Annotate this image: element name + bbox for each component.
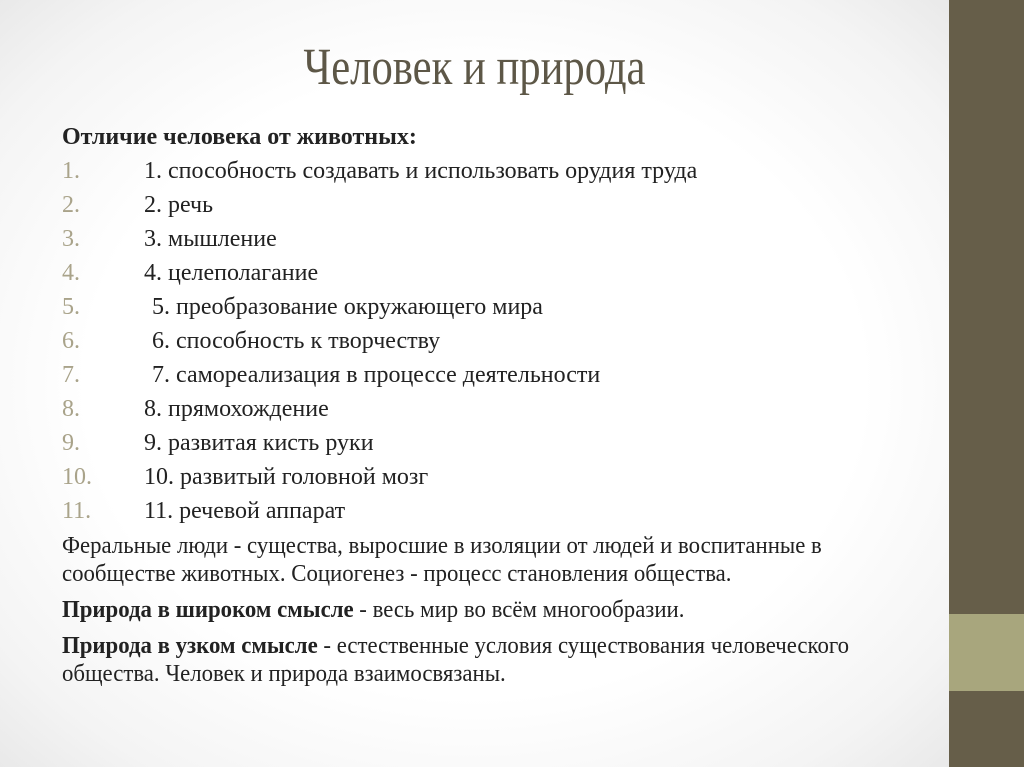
list-number: 8.: [62, 396, 80, 422]
paragraph-text: - весь мир во всём многообразии.: [353, 597, 685, 623]
list-number: 5.: [62, 294, 80, 320]
list-item: [62, 494, 922, 528]
list-item: [62, 222, 922, 256]
list-text: 10. развитый головной мозг: [144, 464, 429, 490]
decorative-sidebar: [949, 0, 1024, 767]
list-number: 2.: [62, 192, 80, 218]
decorative-sidebar-band: [949, 614, 1024, 691]
list-text: 9. развитая кисть руки: [144, 430, 374, 456]
nature-narrow-paragraph: [62, 632, 917, 688]
list-item: [62, 392, 922, 426]
list-item: [62, 256, 922, 290]
paragraph-text: Феральные люди - существа, выросшие в изоляции от людей и воспитанные в сообществе животных. Социогенез - процесс становления общества.: [62, 533, 822, 587]
paragraph-bold: Природа в широком смысле: [62, 597, 354, 623]
list-number: 11.: [62, 498, 92, 524]
list-text: 11. речевой аппарат: [144, 498, 346, 524]
nature-broad-paragraph: [62, 596, 917, 624]
list-item: [62, 290, 922, 324]
list-item: [62, 426, 922, 460]
list-text: 8. прямохождение: [144, 396, 329, 422]
feral-people-paragraph: [62, 532, 917, 588]
list-text: 3. мышление: [144, 226, 277, 252]
list-text: 5. преобразование окружающего мира: [152, 294, 543, 320]
list-number: 10.: [62, 464, 92, 490]
list-text: 1. способность создавать и использовать орудия труда: [144, 158, 698, 184]
list-number: 7.: [62, 362, 80, 388]
paragraph-text: - естественные условия существования человеческого общества. Человек и природа взаимосвязаны.: [62, 633, 850, 687]
list-number: 3.: [62, 226, 80, 252]
list-text: 6. способность к творчеству: [152, 328, 441, 354]
list-item: [62, 154, 922, 188]
slide-content: [62, 120, 922, 688]
list-text: 7. самореализация в процессе деятельности: [152, 362, 601, 388]
list-number: 9.: [62, 430, 80, 456]
paragraph-bold: Природа в узком смысле: [62, 633, 318, 659]
differences-list: [62, 154, 922, 528]
list-item: [62, 460, 922, 494]
list-heading: Отличие человека от животных:: [62, 124, 417, 150]
list-item: [62, 188, 922, 222]
list-number: 6.: [62, 328, 80, 354]
list-text: 2. речь: [144, 192, 214, 218]
slide-title: Человек и природа: [303, 39, 646, 96]
list-text: 4. целеполагание: [144, 260, 319, 286]
list-number: 1.: [62, 158, 80, 184]
list-item: [62, 324, 922, 358]
list-number: 4.: [62, 260, 80, 286]
list-item: [62, 358, 922, 392]
